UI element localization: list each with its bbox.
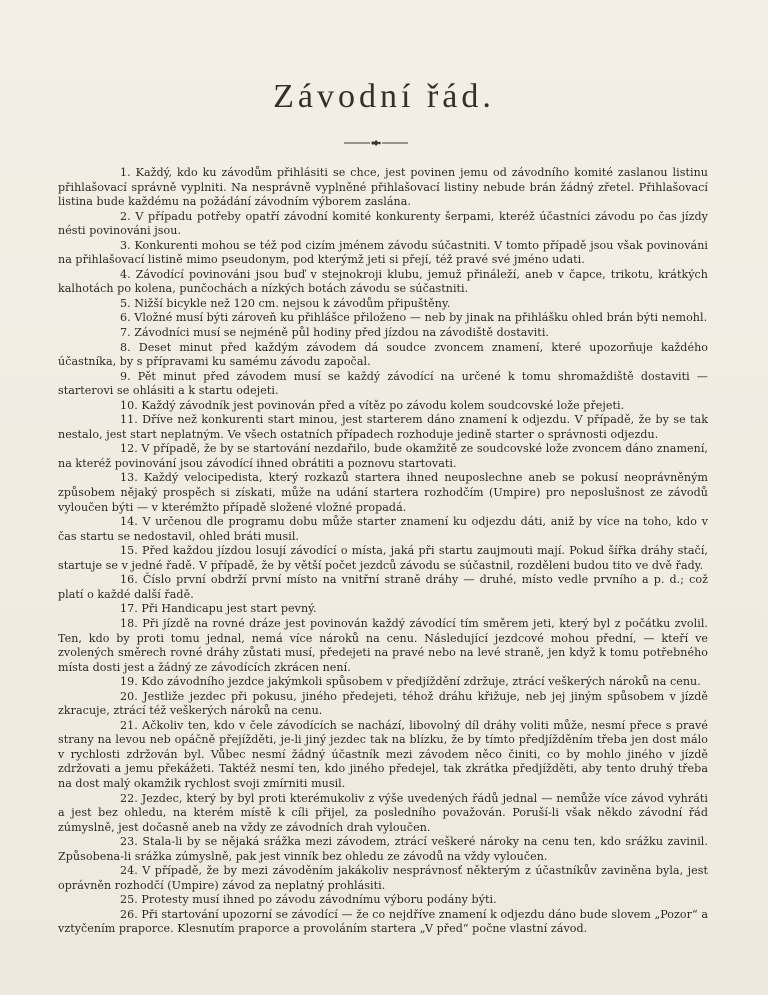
ornament-divider xyxy=(344,139,408,147)
rule-paragraph: 12. V případě, že by se startování nezdařilo, bude okamžitě ze soudcovské lože zvoncem dáno znamení, na kteréž povinování jsou závodící ihned obrátiti a poznovu startovati. xyxy=(58,442,708,470)
rule-paragraph: 21. Ačkoliv ten, kdo v čele závodících se nachází, libovolný díl dráhy voliti může, nesmí přece s pravé strany na levou neb opáčně přejížděti, je-li jiný jezdec tak na blízku, že by tímto předjížděním třeba jen dost málo v rychlosti zdržován byl. Vůbec nesmí žádný účastník mezi závodem něco činiti, co by mohlo jiného v jízdě zdržovati a jemu překážeti. Taktéž nesmí ten, kdo jiného předejel, tak zkrátka předjížděti, aby tento druhý třeba na dost malý okamžik rychlost svoji zmírniti musil. xyxy=(58,718,708,790)
rule-paragraph: 2. V případu potřeby opatří závodní komité konkurenty šerpami, kteréž účastníci závodu po čas jízdy nésti povinováni jsou. xyxy=(58,209,708,238)
page-title: Závodní řád. xyxy=(273,78,495,115)
rule-paragraph: 7. Závodníci musí se nejméně půl hodiny před jízdou na závodiště dostaviti. xyxy=(120,326,549,340)
rule-paragraph: 24. V případě, že by mezi závoděním jakákoliv nesprávnosť některým z účastníkův zaviněna byla, jest oprávněn rozhodčí (Umpire) závod za neplatný prohlásiti. xyxy=(58,864,708,892)
rule-paragraph: 19. Kdo závodního jezdce jakýmkoli spůsobem v předjíždění zdržuje, ztrácí veškerých nároků na cenu. xyxy=(120,675,701,689)
rules-text xyxy=(58,166,708,937)
rule-paragraph: 5. Nižší bicykle než 120 cm. nejsou k závodům připuštěny. xyxy=(120,296,451,310)
rule-paragraph: 6. Vložné musí býti zároveň ku přihlášce přiloženo — neb by jinak na přihlášku ohled brán býti nemohl. xyxy=(120,311,708,325)
rule-paragraph: 26. Při startování upozorní se závodící — že co nejdříve znamení k odjezdu dáno bude slovem „Pozor“ a vztyčením praporce. Klesnutím praporce a provoláním startera „V před“ počne vlastní závod. xyxy=(58,907,708,936)
rule-paragraph: 20. Jestliže jezdec při pokusu, jiného předejeti, téhož dráhu křižuje, neb jej jiným spůsobem v jízdě zkracuje, ztrácí též veškerých nároků na cenu. xyxy=(58,689,708,718)
rule-paragraph: 9. Pět minut před závodem musí se každý závodící na určené k tomu shromaždiště dostaviti — starterovi se ohlásiti a k startu odejeti. xyxy=(58,369,708,398)
rule-paragraph: 22. Jezdec, který by byl proti kterémukoliv z výše uvedených řádů jednal — nemůže více závod vyhráti a jest bez ohledu, na kterém místě k cíli přijel, za posledního považován. Poruší-li však někdo závodní řád zúmyslně, jest dočasně aneb na vždy ze závodních drah vyloučen. xyxy=(58,791,708,834)
rule-paragraph: 4. Závodící povinováni jsou buď v stejnokroji klubu, jemuž přináleží, aneb v čapce, trikotu, krátkých kalhotách po kolena, punčochách a nízkých botách závodu se súčastniti. xyxy=(58,267,708,296)
rule-paragraph: 25. Protesty musí ihned po závodu závodnímu výboru podány býti. xyxy=(120,893,497,907)
rule-paragraph: 15. Před každou jízdou losují závodící o místa, jaká při startu zaujmouti mají. Pokud šířka dráhy stačí, startuje se v jedné řadě. V případě, že by větší počet jezdců závodu se súčastnil, rozděleni budou tito ve dvě řady. xyxy=(58,544,708,572)
rule-paragraph: 18. Při jízdě na rovné dráze jest povinován každý závodící tím směrem jeti, který byl z počátku zvolil. Ten, kdo by proti tomu jednal, nemá více nároků na cenu. Následující jezdcové mohou přední, — kteří ve zvolených směrech rovné dráhy zůstati musí, předejeti na pravé nebo na levé straně, jen když k tomu potřebného místa dosti jest a žádný ze závodících zkrácen není. xyxy=(58,616,708,674)
rule-paragraph: 14. V určenou dle programu dobu může starter znamení ku odjezdu dáti, aniž by více na toho, kdo v čas startu se nedostavil, ohled bráti musil. xyxy=(58,515,708,543)
rule-paragraph: 11. Dříve než konkurenti start minou, jest starterem dáno znamení k odjezdu. V případě, že by se tak nestalo, jest start neplatným. Ve všech ostatních případech rozhoduje jedině starter o správnosti odjezdu. xyxy=(58,413,708,441)
rule-paragraph: 23. Stala-li by se nějaká srážka mezi závodem, ztrácí veškeré nároky na cenu ten, kdo srážku zavinil. Způsobena-li srážka zúmyslně, pak jest vinník bez ohledu ze závodů na vždy vyloučen. xyxy=(58,835,708,863)
rule-paragraph: 3. Konkurenti mohou se též pod cizím jménem závodu súčastniti. V tomto případě jsou však povinováni na přihlašovací listině mimo pseudonym, pod kterýmž jeti si přejí, též pravé své jméno udati. xyxy=(58,238,708,267)
rule-paragraph: 17. Při Handicapu jest start pevný. xyxy=(120,602,317,616)
rule-paragraph: 8. Deset minut před každým závodem dá soudce zvoncem znamení, které upozorňuje každého účastníka, by s přípravami ku samému závodu započal. xyxy=(58,340,708,369)
rule-paragraph: 10. Každý závodník jest povinován před a vítěz po závodu kolem soudcovské lože přejeti. xyxy=(120,398,625,412)
rule-paragraph: 16. Číslo první obdrží první místo na vnitřní straně dráhy — druhé, místo vedle prvního a p. d.; což platí o každé další řadě. xyxy=(58,573,708,601)
rule-paragraph: 1. Každý, kdo ku závodům přihlásiti se chce, jest povinen jemu od závodního komité zaslanou listinu přihlašovací správně vyplniti. Na nesprávně vyplněné přihlašovací listiny nebude brán žádný zřetel. Přihlašovací listina bude každému na požádání závodním výborem zaslána. xyxy=(58,166,708,209)
rule-paragraph: 13. Každý velocipedista, který rozkazů startera ihned neuposlechne aneb se pokusí neoprávněným způsobem nějaký prospěch si získati, může na udání startera rozhodčím (Umpire) pro neposlušnost ze závodů vyloučen býti — v kterémžto případě složené vložné propadá. xyxy=(58,471,708,514)
